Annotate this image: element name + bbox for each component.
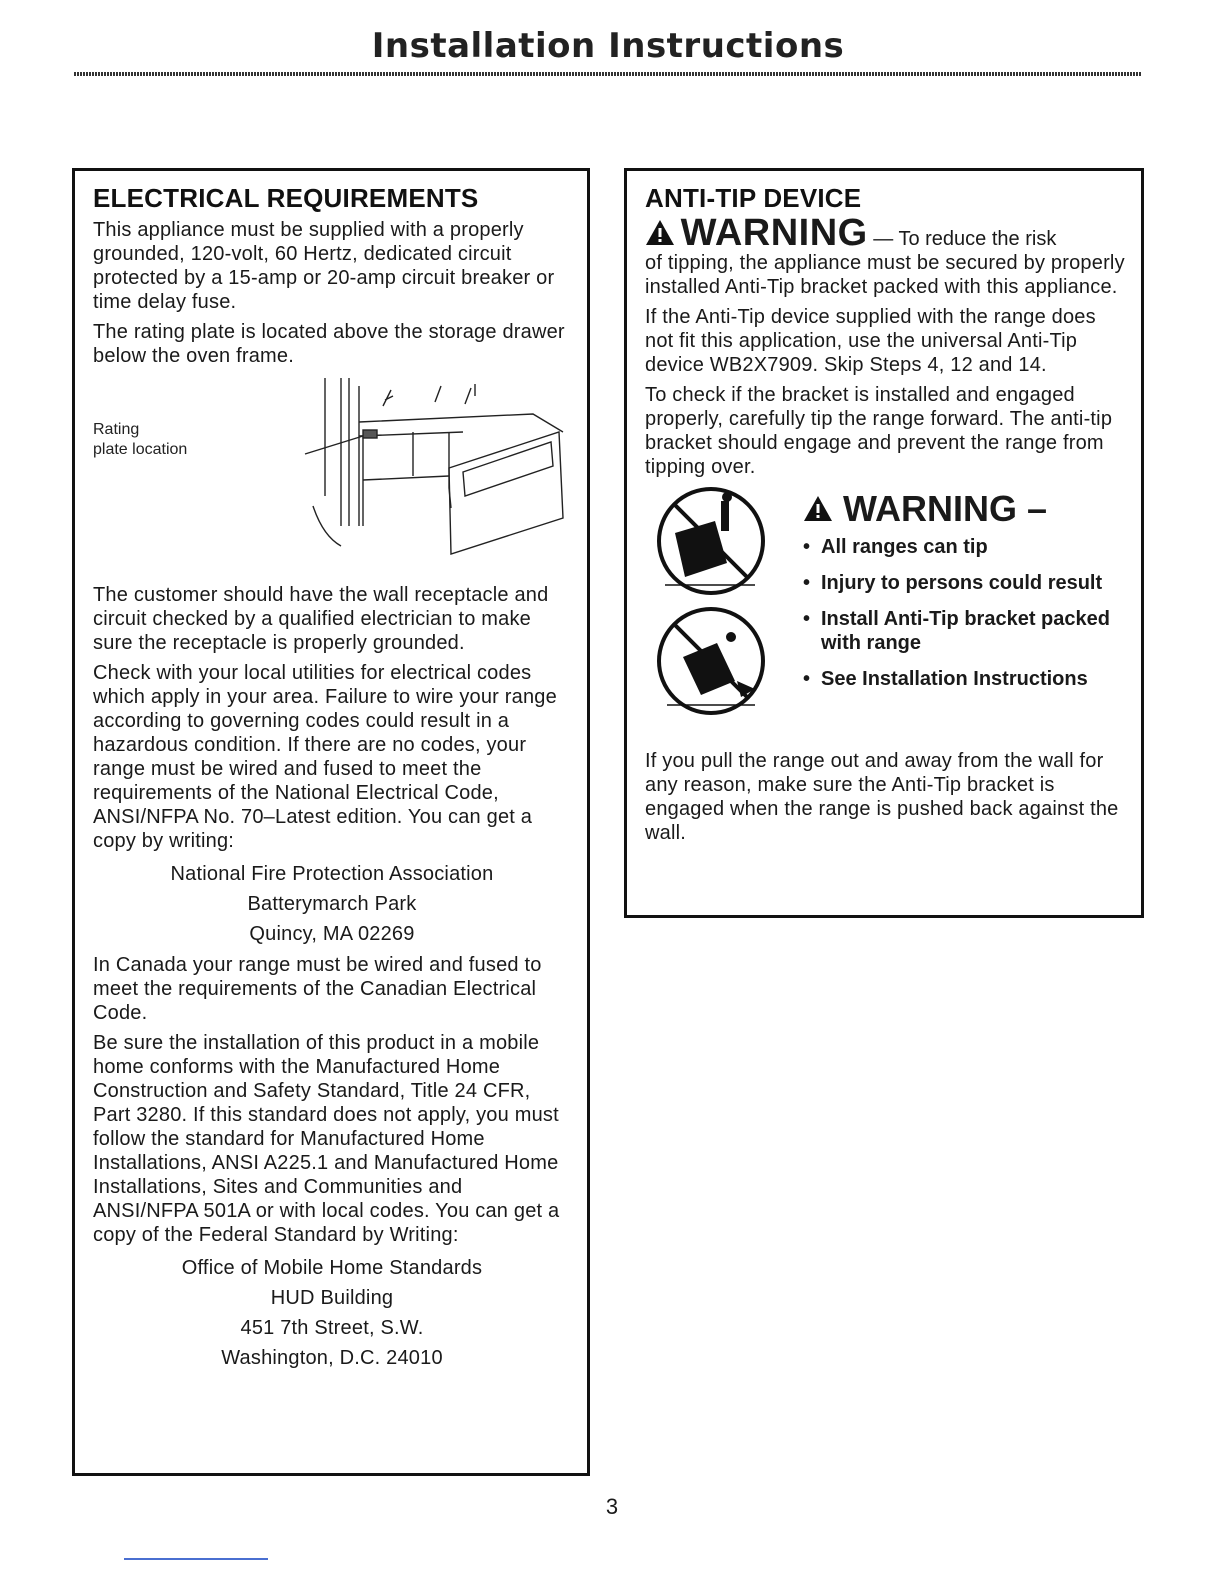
storage-drawer-illustration (213, 376, 573, 561)
warning-bullets (803, 535, 1153, 691)
electrical-p1: This appliance must be supplied with a properly grounded, 120-volt, 60 Hertz, dedicated circuit protected by a 15-amp or 20-amp circuit breaker or time delay fuse. (93, 219, 555, 313)
bottom-link-underline (124, 1558, 268, 1560)
warning-body-text: of tipping, the appliance must be secured by properly installed Anti-Tip bracket packed with this appliance. (645, 252, 1125, 298)
anti-tip-warning (645, 212, 1127, 254)
page-header (74, 26, 1142, 66)
hud-address-line: Washington, D.C. 24010 (221, 1347, 443, 1369)
warning-bullet-item: • All ranges can tip (803, 535, 1153, 559)
header-rule (74, 72, 1142, 76)
nfpa-address-line: Batterymarch Park (247, 893, 417, 915)
tipping-warning-list (803, 489, 1153, 703)
electrical-p3: The customer should have the wall receptacle and circuit checked by a qualified electrician to make sure the receptacle is properly grounded. (93, 584, 549, 654)
nfpa-address-line: National Fire Protection Association (170, 863, 494, 885)
nfpa-address (93, 859, 571, 949)
warning-bullet-item: • Injury to persons could result (803, 571, 1153, 595)
no-tipping-icons (645, 485, 795, 740)
warning-word: WARNING (680, 212, 868, 254)
anti-tip-p3: To check if the bracket is installed and engaged properly, carefully tip the range forward. The anti-tip bracket should engage and prevent the range from tipping over. (645, 384, 1113, 478)
rating-plate-label-line1: Rating (93, 421, 140, 438)
tipping-warning-block (645, 485, 1127, 735)
electrical-requirements-box (72, 168, 590, 1476)
anti-tip-p2: If the Anti-Tip device supplied with the range does not fit this application, use the universal Anti-Tip device WB2X7909. Skip Steps 4, 12 and 14. (645, 306, 1096, 376)
page-title: Installation Instructions (371, 26, 845, 66)
electrical-p2: The rating plate is located above the storage drawer below the oven frame. (93, 321, 565, 367)
hud-address-line: 451 7th Street, S.W. (240, 1317, 424, 1339)
anti-tip-device-box (624, 168, 1144, 918)
anti-tip-p4: If you pull the range out and away from the wall for any reason, make sure the Anti-Tip bracket is engaged when the range is pushed back against the wall. (645, 750, 1119, 844)
page-number: 3 (605, 1494, 619, 1519)
nfpa-address-line: Quincy, MA 02269 (249, 923, 415, 945)
warning-bullet-item: • Install Anti-Tip bracket packed with range (803, 607, 1153, 655)
electrical-p6: Be sure the installation of this product in a mobile home conforms with the Manufactured Home Construction and Safety Standard, Title 24 CFR, Part 3280. If this standard does not apply, you must follow the standard for Manufactured Home Installations, ANSI A225.1 and Manufactured Home Installations, Sites and Communities and ANSI/NFPA 501A or with local codes. You can get a copy of the Federal Standard by Writing: (93, 1032, 560, 1246)
rating-plate-label-line2: plate location (93, 441, 188, 458)
hud-address-line: HUD Building (270, 1287, 394, 1309)
no-tipping-icon (645, 485, 795, 735)
tipping-warning-title (803, 489, 1153, 529)
electrical-p4: Check with your local utilities for electrical codes which apply in your area. Failure to wire your range according to governing codes could result in a hazardous condition. If there are no codes, your range must be wired and fused to meet the requirements of the National Electrical Code, ANSI/NFPA No. 70–Latest edition. You can get a copy by writing: (93, 662, 557, 852)
warning-bullet-item: • See Installation Instructions (803, 667, 1153, 691)
warning-triangle-icon (803, 488, 843, 529)
warning-triangle-icon (645, 228, 681, 250)
anti-tip-heading: ANTI-TIP DEVICE (645, 183, 862, 213)
electrical-p5: In Canada your range must be wired and fused to meet the requirements of the Canadian Electrical Code. (93, 954, 542, 1024)
hud-address (93, 1253, 571, 1373)
tipping-warning-title-text: WARNING – (843, 488, 1048, 529)
warning-tail-text: — To reduce the risk (867, 228, 1057, 250)
hud-address-line: Office of Mobile Home Standards (181, 1257, 483, 1279)
electrical-heading: ELECTRICAL REQUIREMENTS (93, 183, 479, 213)
rating-plate-label (93, 420, 187, 460)
rating-plate-figure (93, 376, 573, 561)
